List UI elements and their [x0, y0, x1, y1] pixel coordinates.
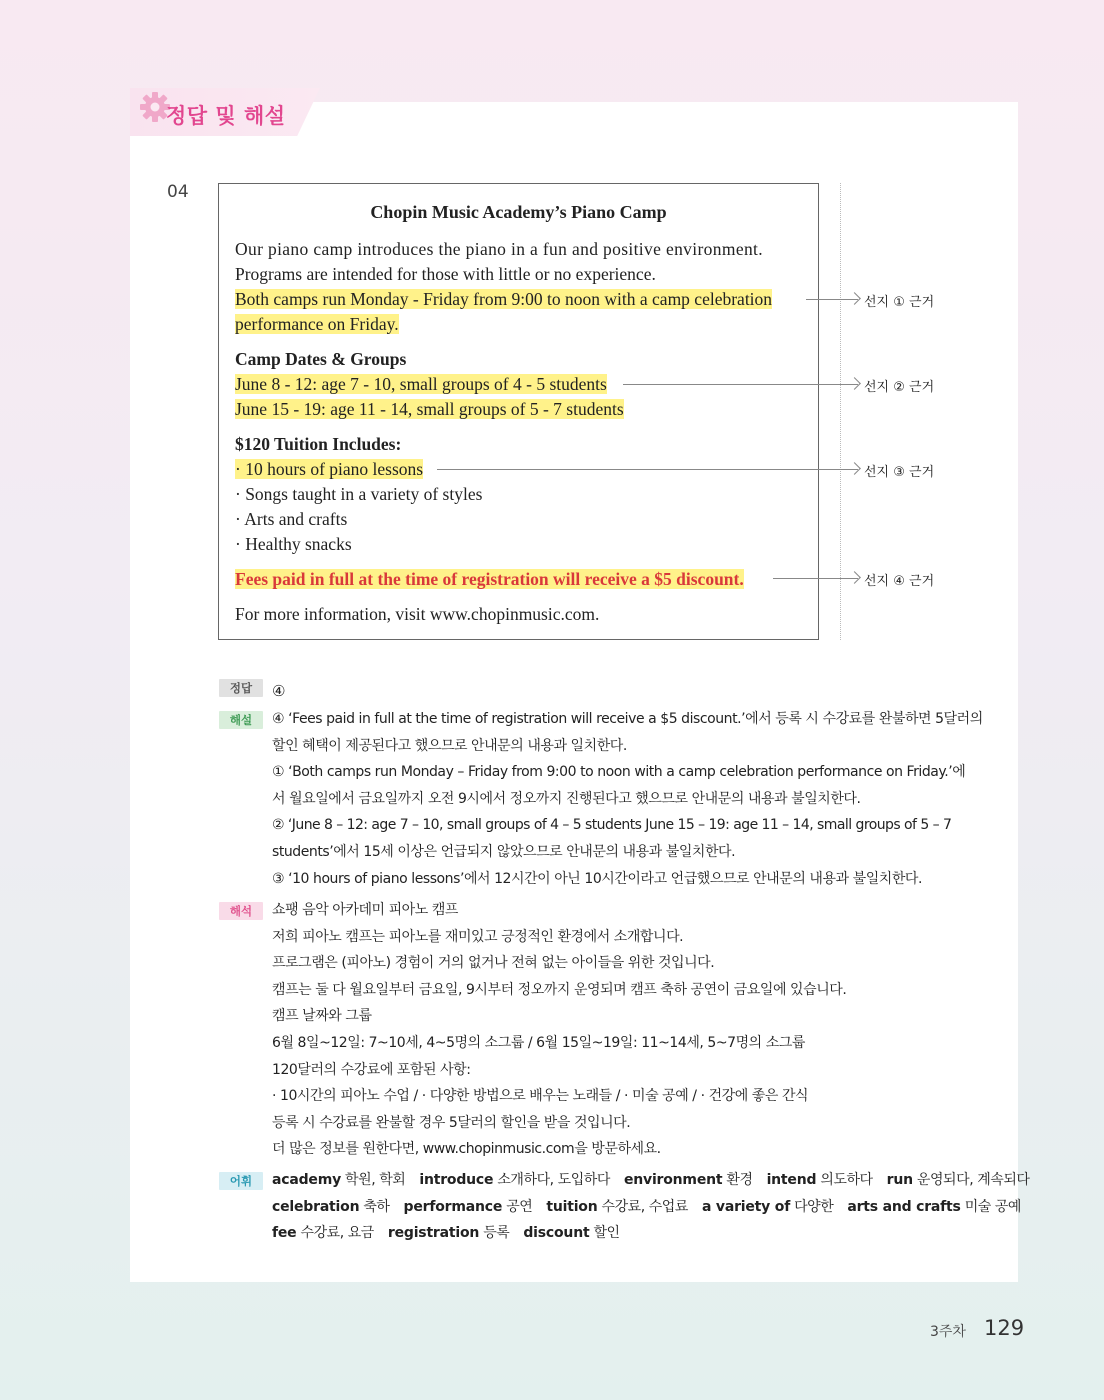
vocab-word: performance — [403, 1198, 503, 1215]
passage-dates-1: June 8 - 12: age 7 - 10, small groups of 4 - 5 students — [235, 374, 607, 394]
vocab-word: registration — [387, 1225, 480, 1242]
vocab-word: tuition — [546, 1198, 598, 1215]
vocab-word: environment — [623, 1172, 723, 1188]
vocab-word: intend — [766, 1172, 817, 1188]
vocab-meaning: 할인 — [593, 1225, 620, 1242]
passage-discount: Fees paid in full at the time of registration will receive a $5 discount. — [235, 569, 744, 589]
question-number: 04 — [167, 182, 189, 202]
vocabulary-row-1 — [272, 1167, 1030, 1194]
vocabulary-list — [272, 1167, 1030, 1247]
translation-line-10: 더 많은 정보를 원한다면, www.chopinmusic.com을 방문하세요. — [272, 1141, 661, 1158]
vocabulary-row-2 — [272, 1194, 1030, 1221]
vocab-meaning: 미술 공예 — [964, 1198, 1021, 1215]
translation-line-6: 6월 8일~12일: 7~10세, 4~5명의 소그룹 / 6월 15일~19일: 11~14세, 5~7명의 소그룹 — [272, 1034, 805, 1051]
translation-line-9: 등록 시 수강료를 완불할 경우 5달러의 할인을 받을 것입니다. — [272, 1114, 631, 1131]
passage-title: Chopin Music Academy’s Piano Camp — [370, 202, 667, 222]
passage-dates-heading: Camp Dates & Groups — [235, 349, 407, 369]
answer-value: ④ — [272, 682, 285, 700]
vocab-meaning: 축하 — [363, 1198, 390, 1215]
arrow-basis-1 — [806, 299, 858, 300]
vocab-word: run — [886, 1172, 913, 1188]
passage-item-2: · Songs taught in a variety of styles — [235, 484, 483, 504]
explanation-line-1: ④ ‘Fees paid in full at the time of registration will receive a $5 discount.’에서 등록 시 수강료를 완불하면 5달러의 — [272, 711, 983, 727]
passage-more-info: For more information, visit www.chopinmusic.com. — [235, 604, 600, 624]
vocab-meaning: 환경 — [726, 1172, 753, 1188]
section-tab — [130, 88, 320, 136]
vocab-meaning: 운영되다, 계속되다 — [916, 1172, 1030, 1188]
passage-item-3: · Arts and crafts — [235, 509, 348, 529]
vocab-meaning: 의도하다 — [820, 1172, 873, 1188]
translation-line-5: 캠프 날짜와 그룹 — [272, 1008, 372, 1025]
vocabulary-row-3 — [272, 1220, 1030, 1247]
vocab-word: a variety of — [701, 1198, 791, 1215]
explanation-line-4: 서 월요일에서 금요일까지 오전 9시에서 정오까지 진행된다고 했으므로 안내문의 내용과 불일치한다. — [272, 790, 861, 807]
vocab-word: introduce — [419, 1172, 494, 1188]
passage-intro-2: Programs are intended for those with little or no experience. — [235, 264, 656, 284]
translation-line-2: 저희 피아노 캠프는 피아노를 재미있고 긍정적인 환경에서 소개합니다. — [272, 928, 684, 945]
passage-dates-2: June 15 - 19: age 11 - 14, small groups of 5 - 7 students — [235, 399, 624, 419]
vocab-meaning: 학원, 학회 — [345, 1172, 406, 1188]
vocab-word: celebration — [272, 1198, 360, 1215]
answer-badge: 정답 — [219, 679, 263, 697]
translation-text — [272, 897, 846, 1163]
translation-line-7: 120달러의 수강료에 포함된 사항: — [272, 1061, 471, 1078]
passage-intro-1: Our piano camp introduces the piano in a fun and positive environment. — [235, 239, 763, 259]
vocab-word: arts and crafts — [847, 1198, 961, 1215]
passage-schedule-1: Both camps run Monday - Friday from 9:00 to noon with a camp celebration — [235, 289, 773, 309]
basis-label-3: 선지 ③ 근거 — [864, 465, 935, 480]
arrow-basis-2 — [623, 384, 858, 385]
passage-item-4: · Healthy snacks — [235, 534, 352, 554]
explanation-text — [272, 706, 983, 892]
translation-line-1: 쇼팽 음악 아카데미 피아노 캠프 — [272, 902, 458, 918]
explanation-line-7: ③ ‘10 hours of piano lessons’에서 12시간이 아닌 10시간이라고 언급했으므로 안내문의 내용과 불일치한다. — [272, 870, 922, 887]
translation-line-4: 캠프는 둘 다 월요일부터 금요일, 9시부터 정오까지 운영되며 캠프 축하 공연이 금요일에 있습니다. — [272, 981, 847, 998]
explanation-line-2: 할인 혜택이 제공된다고 했으므로 안내문의 내용과 일치한다. — [272, 737, 627, 754]
explanation-badge: 해설 — [219, 711, 263, 729]
passage-item-1: · 10 hours of piano lessons — [235, 459, 424, 479]
explanation-line-3: ① ‘Both camps run Monday – Friday from 9:00 to noon with a camp celebration performance on Friday.’에 — [272, 764, 966, 781]
explanation-line-6: students’에서 15세 이상은 언급되지 않았으므로 안내문의 내용과 불일치한다. — [272, 843, 736, 860]
vocab-meaning: 수강료, 수업료 — [601, 1198, 688, 1215]
vocab-word: academy — [272, 1172, 342, 1188]
vocab-meaning: 수강료, 요금 — [300, 1225, 374, 1242]
section-title: 정답 및 해설 — [166, 104, 286, 128]
basis-label-1: 선지 ① 근거 — [864, 295, 935, 310]
vocab-word: discount — [523, 1225, 590, 1242]
passage-tuition-heading: $120 Tuition Includes: — [235, 434, 402, 454]
translation-badge: 해석 — [219, 902, 263, 920]
basis-label-2: 선지 ② 근거 — [864, 380, 935, 395]
passage-box — [218, 183, 819, 640]
vocabulary-badge: 어휘 — [219, 1172, 263, 1190]
footer-week-label: 3주차 — [930, 1324, 966, 1340]
vocab-meaning: 등록 — [483, 1225, 510, 1242]
vocab-meaning: 공연 — [506, 1198, 533, 1215]
divider-dotted — [840, 183, 841, 640]
passage-schedule-2: performance on Friday. — [235, 314, 399, 334]
vocab-word: fee — [272, 1225, 297, 1242]
basis-label-4: 선지 ④ 근거 — [864, 574, 935, 589]
translation-line-8: · 10시간의 피아노 수업 / · 다양한 방법으로 배우는 노래들 / · 미술 공예 / · 건강에 좋은 간식 — [272, 1088, 809, 1105]
arrow-basis-4 — [773, 578, 858, 579]
vocab-meaning: 소개하다, 도입하다 — [497, 1172, 610, 1188]
arrow-basis-3 — [437, 469, 858, 470]
vocab-meaning: 다양한 — [794, 1198, 834, 1215]
page-number: 129 — [984, 1316, 1025, 1340]
translation-line-3: 프로그램은 (피아노) 경험이 거의 없거나 전혀 없는 아이들을 위한 것입니다. — [272, 955, 715, 972]
explanation-line-5: ② ‘June 8 – 12: age 7 – 10, small groups of 4 – 5 students June 15 – 19: age 11 – 14, small groups of 5 – 7 — [272, 817, 952, 834]
